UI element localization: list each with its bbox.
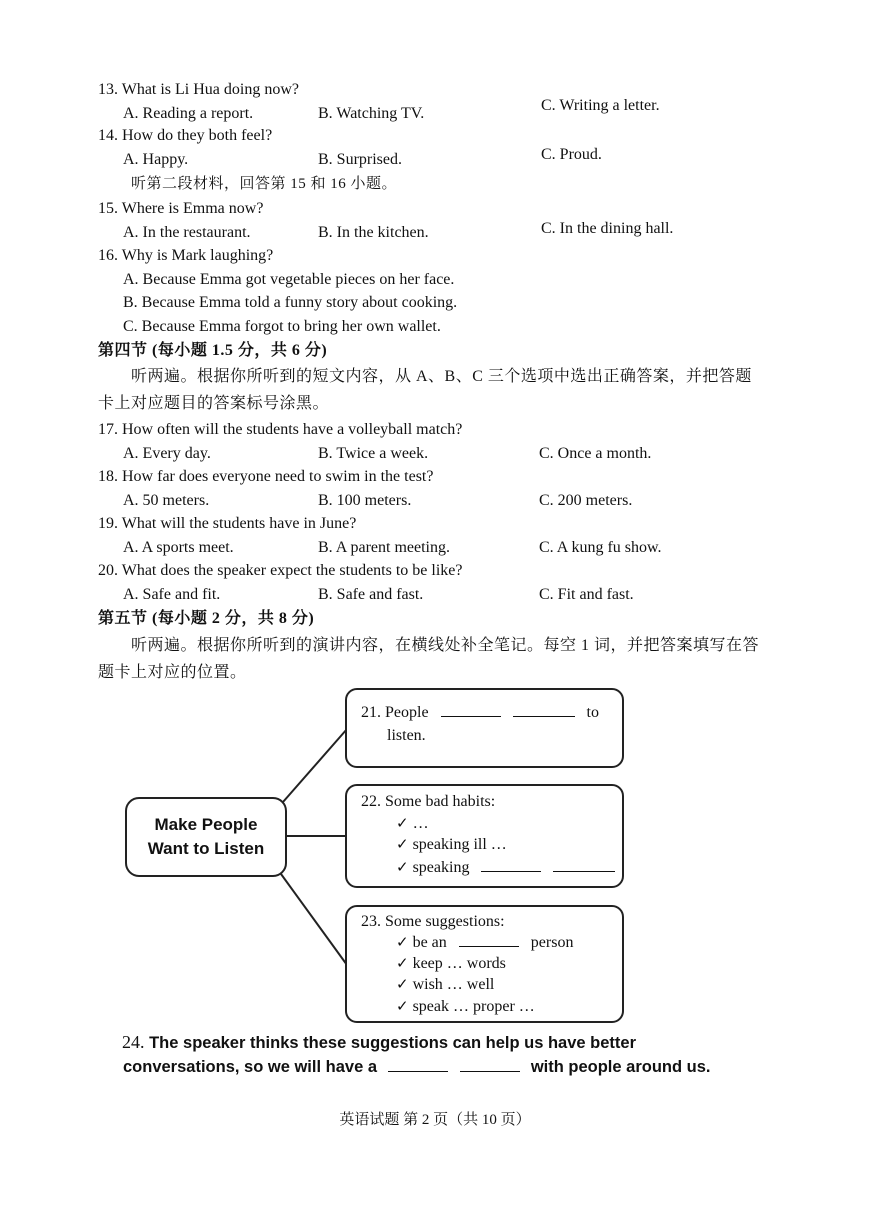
note-23-item2: ✓ keep … words xyxy=(396,954,506,972)
answer-blank-21a[interactable] xyxy=(441,702,501,717)
check-icon: ✓ xyxy=(396,954,409,972)
note-21-prefix: 21. People xyxy=(361,704,429,721)
q15-option-b: B. In the kitchen. xyxy=(318,224,429,241)
check-icon: ✓ xyxy=(396,814,409,832)
q14-stem: 14. How do they both feel? xyxy=(98,127,273,144)
q13-option-c: C. Writing a letter. xyxy=(541,97,660,114)
check-icon: ✓ xyxy=(396,933,409,951)
q14-option-c: C. Proud. xyxy=(541,146,602,163)
note-23-item3: ✓ wish … well xyxy=(396,975,495,993)
section4-title: 第四节 (每小题 1.5 分，共 6 分) xyxy=(98,342,328,359)
note-22-title: 22. Some bad habits: xyxy=(361,793,496,810)
answer-blank-24b[interactable] xyxy=(460,1057,520,1072)
q20-option-c: C. Fit and fast. xyxy=(539,586,634,603)
q19-option-c: C. A kung fu show. xyxy=(539,539,662,556)
q24-text-line2-post: with people around us. xyxy=(530,1058,711,1076)
answer-blank-23[interactable] xyxy=(459,932,519,947)
note-22-item3: ✓ speaking xyxy=(396,857,615,878)
q16-option-a: A. Because Emma got vegetable pieces on her face. xyxy=(123,271,455,288)
center-topic-title xyxy=(125,813,287,861)
q17-option-b: B. Twice a week. xyxy=(318,445,429,462)
instruction-part2: 听第二段材料，回答第 15 和 16 小题。 xyxy=(131,176,398,192)
answer-blank-21b[interactable] xyxy=(513,702,575,717)
note-21-line1 xyxy=(361,702,599,723)
answer-blank-22a[interactable] xyxy=(481,857,541,872)
section4-instruction-line2: 卡上对应题目的答案标号涂黑。 xyxy=(98,395,330,412)
q15-option-a: A. In the restaurant. xyxy=(123,224,251,241)
q13-option-a: A. Reading a report. xyxy=(123,105,254,122)
center-topic-line2: Want to Listen xyxy=(147,839,265,858)
note-22-item2: ✓ speaking ill … xyxy=(396,835,507,853)
q16-option-b: B. Because Emma told a funny story about cooking. xyxy=(123,294,458,311)
note-23-item1: ✓ be an person xyxy=(396,933,574,951)
center-topic-line1: Make People xyxy=(154,815,258,834)
page-footer: 英语试题 第 2 页（共 10 页） xyxy=(339,1112,531,1128)
check-icon: ✓ xyxy=(396,975,409,993)
q19-option-a: A. A sports meet. xyxy=(123,539,234,556)
q24-line1 xyxy=(122,1030,636,1055)
check-icon: ✓ xyxy=(396,997,409,1015)
q18-option-a: A. 50 meters. xyxy=(123,492,210,509)
q16-stem: 16. Why is Mark laughing? xyxy=(98,247,274,264)
q17-stem: 17. How often will the students have a volleyball match? xyxy=(98,421,463,438)
q24-number: 24. xyxy=(122,1032,145,1052)
note-23-title: 23. Some suggestions: xyxy=(361,913,505,930)
q14-option-b: B. Surprised. xyxy=(318,151,402,168)
section5-instruction-line2: 题卡上对应的位置。 xyxy=(98,664,247,681)
section5-title: 第五节 (每小题 2 分，共 8 分) xyxy=(98,610,315,627)
note-21-to: to xyxy=(586,704,599,721)
q18-option-c: C. 200 meters. xyxy=(539,492,633,509)
q13-stem: 13. What is Li Hua doing now? xyxy=(98,81,300,98)
q24-text-line1: The speaker thinks these suggestions can help us have better xyxy=(149,1034,636,1052)
check-icon: ✓ xyxy=(396,858,409,876)
q15-option-c: C. In the dining hall. xyxy=(541,220,674,237)
note-22-item1: ✓ … xyxy=(396,814,429,832)
section5-instruction-line1: 听两遍。根据你所听到的演讲内容，在横线处补全笔记。每空 1 词，并把答案填写在答 xyxy=(131,637,760,654)
q19-stem: 19. What will the students have in June? xyxy=(98,515,357,532)
q16-option-c: C. Because Emma forgot to bring her own wallet. xyxy=(123,318,441,335)
answer-blank-22b[interactable] xyxy=(553,857,615,872)
check-icon: ✓ xyxy=(396,835,409,853)
note-23-item4: ✓ speak … proper … xyxy=(396,997,535,1015)
q18-stem: 18. How far does everyone need to swim in the test? xyxy=(98,468,434,485)
q15-stem: 15. Where is Emma now? xyxy=(98,200,264,217)
q19-option-b: B. A parent meeting. xyxy=(318,539,450,556)
q24-line2 xyxy=(123,1055,710,1079)
q18-option-b: B. 100 meters. xyxy=(318,492,412,509)
q20-option-b: B. Safe and fast. xyxy=(318,586,424,603)
q24-text-line2-pre: conversations, so we will have a xyxy=(123,1058,378,1076)
q17-option-c: C. Once a month. xyxy=(539,445,652,462)
q14-option-a: A. Happy. xyxy=(123,151,189,168)
answer-blank-24a[interactable] xyxy=(388,1057,448,1072)
note-21-line2: listen. xyxy=(387,727,426,744)
q13-option-b: B. Watching TV. xyxy=(318,105,425,122)
q20-stem: 20. What does the speaker expect the students to be like? xyxy=(98,562,463,579)
section4-instruction-line1: 听两遍。根据你所听到的短文内容，从 A、B、C 三个选项中选出正确答案，并把答题 xyxy=(131,368,752,385)
q20-option-a: A. Safe and fit. xyxy=(123,586,221,603)
q17-option-a: A. Every day. xyxy=(123,445,211,462)
